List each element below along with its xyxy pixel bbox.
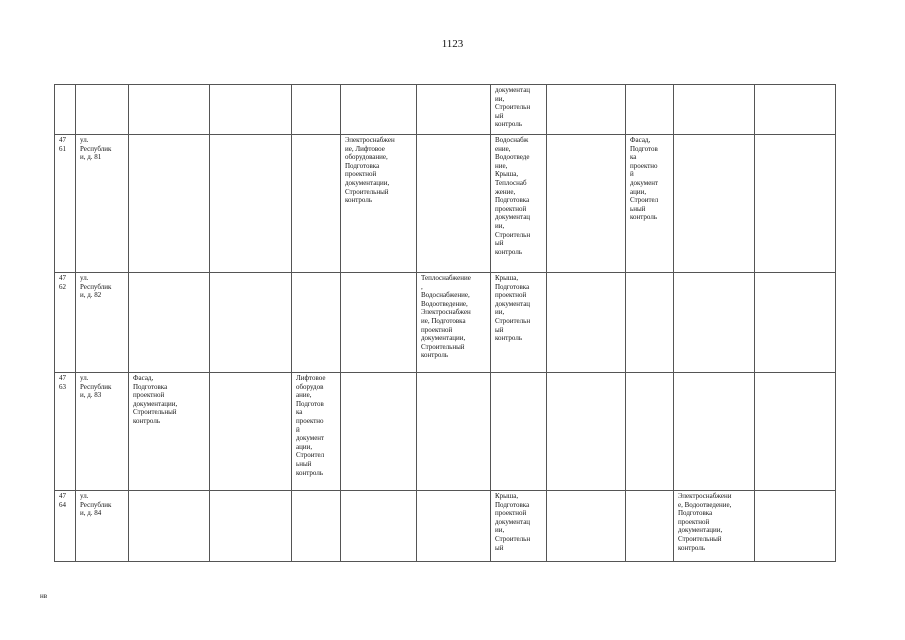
cell-text-line: Строительный [678,534,722,543]
cell-text-line: Строител [296,451,325,460]
table-cell [55,135,76,273]
cell-text-line: ул. [80,492,89,500]
table-cell [292,135,341,273]
table-cell [129,491,210,562]
cell-text-line: Республик [80,282,112,291]
cell-text-line: й [630,170,634,179]
table-cell [417,373,491,491]
table-cell [76,491,129,562]
table-cell [547,135,626,273]
table-cell [55,273,76,373]
cell-text-line: й [296,425,300,434]
table-cell [129,373,210,491]
footer-mark: нв [40,592,48,600]
cell-text-line: ние, [495,161,508,170]
table-cell [547,491,626,562]
table-cell [755,85,836,135]
cell-text-line: Электроснабжен [421,308,471,317]
table-cell [417,273,491,373]
table-cell [626,85,674,135]
cell-text-line: 64 [59,500,66,509]
table-cell [755,135,836,273]
cell-text-line: ии, [495,94,505,103]
table-cell [626,373,674,491]
table-cell [55,85,76,135]
table-cell [755,491,836,562]
cell-text-line: и, д. 81 [80,153,102,162]
cell-text-line: Подготов [296,399,324,408]
cell-text-line: ии, [495,221,505,230]
table-cell [210,373,292,491]
cell-text-line: Республик [80,144,112,153]
cell-text-line: ул. [80,274,89,282]
table-cell [341,135,417,273]
works-schedule-table [54,84,836,562]
cell-text-line: проектной [495,509,527,518]
table-cell [674,135,755,273]
cell-text-line: контроль [495,334,523,343]
cell-text-line: контроль [345,196,373,205]
table-cell [491,135,547,273]
cell-text-line: Строительн [495,230,531,239]
cell-text-line: проектной [495,204,527,213]
table-cell [76,373,129,491]
cell-text-line: 47 [59,374,66,382]
table-cell [129,273,210,373]
table-cell [626,491,674,562]
cell-text-line: ие, Подготовка [421,316,466,325]
page-number: 1123 [441,38,464,50]
cell-text-line: документац [495,86,531,94]
table-cell [210,135,292,273]
table-row [55,135,836,273]
table-cell [341,373,417,491]
cell-text-line: ации, [296,442,313,451]
cell-text-line: и, д. 83 [80,391,102,400]
cell-text-line: Подготовка [495,196,530,205]
cell-text-line: Строительный [133,408,177,417]
cell-text-line: проектно [296,416,324,425]
cell-text-line: Подготовка [495,500,530,509]
cell-text-line: контроль [495,247,523,256]
cell-text-line: Теплоснаб [495,178,527,187]
cell-text-line: контроль [630,213,658,222]
cell-text-line: Республик [80,382,112,391]
table-cell [417,85,491,135]
cell-text-line: и, д. 84 [80,509,102,518]
cell-text-line: Строител [630,196,659,205]
cell-text-line: контроль [296,468,324,477]
cell-text-line: 61 [59,144,66,153]
table-cell [674,491,755,562]
table-cell [491,85,547,135]
cell-text-line: контроль [421,351,449,360]
table-cell [547,273,626,373]
table-cell [491,373,547,491]
cell-text-line: документ [296,434,325,443]
table-row [55,273,836,373]
table-cell [547,373,626,491]
cell-text-line: Электроснабжени [678,492,732,500]
cell-text-line: ка [630,153,637,162]
cell-text-line: Строительный [345,187,389,196]
cell-text-line: 62 [59,282,66,291]
cell-text-line: оборудов [296,382,324,391]
table-cell [76,135,129,273]
cell-text-line: Подготовка [345,161,380,170]
cell-text-line: ый [495,325,504,334]
table-cell [129,135,210,273]
cell-text-line: ьный [630,204,646,213]
cell-text-line: проектной [133,391,165,400]
table-cell [341,273,417,373]
cell-text-line: документац [495,517,531,526]
cell-text-line: Подготовка [678,509,713,518]
cell-text-line: ьный [296,459,312,468]
table-cell [341,85,417,135]
cell-text-line: документации, [421,334,466,343]
cell-text-line: Крыша, [495,492,519,500]
cell-text-line: Строительн [495,103,531,112]
cell-text-line: Строительный [421,342,465,351]
cell-text-line: документации, [678,526,723,535]
cell-text-line: проектной [421,325,453,334]
cell-text-line: Теплоснабжение [421,274,471,282]
cell-text-line: Водоснабж [495,136,529,144]
table-cell [547,85,626,135]
table-cell [417,135,491,273]
table-cell [55,491,76,562]
cell-text-line: ый [495,239,504,248]
cell-text-line: 47 [59,136,66,144]
cell-text-line: ие, Лифтовое [345,144,385,153]
cell-text-line: ка [296,408,303,417]
cell-text-line: ый [495,543,504,552]
table-cell [626,273,674,373]
cell-text-line: контроль [133,416,161,425]
table-cell [755,373,836,491]
table-cell [491,491,547,562]
table-row [55,491,836,562]
cell-text-line: 63 [59,382,66,391]
table-cell [417,491,491,562]
cell-text-line: жение, [495,187,516,196]
cell-text-line: , [421,282,423,291]
cell-text-line: и, д. 82 [80,291,102,300]
table-cell [210,273,292,373]
cell-text-line: документации, [133,399,178,408]
table-cell [210,85,292,135]
cell-text-line: Строительн [495,316,531,325]
cell-text-line: документац [495,299,531,308]
cell-text-line: Водоснабжение, [421,291,470,300]
cell-text-line: проектной [345,170,377,179]
table-cell [292,273,341,373]
table-cell [76,273,129,373]
table-cell [674,85,755,135]
cell-text-line: 47 [59,274,66,282]
cell-text-line: ул. [80,136,89,144]
cell-text-line: Водоотведение, [421,299,468,308]
cell-text-line: Подготов [630,144,658,153]
table-cell [755,273,836,373]
cell-text-line: Крыша, [495,170,519,179]
cell-text-line: проектно [630,161,658,170]
cell-text-line: проектной [678,517,710,526]
table-cell [674,373,755,491]
table-cell [292,85,341,135]
table-cell [626,135,674,273]
cell-text-line: оборудование, [345,153,388,162]
cell-text-line: ание, [296,391,312,400]
table-cell [491,273,547,373]
table-row [55,373,836,491]
cell-text-line: Водоотведе [495,153,530,162]
table-row [55,85,836,135]
cell-text-line: Строительн [495,534,531,543]
cell-text-line: документ [630,178,659,187]
cell-text-line: Крыша, [495,274,519,282]
cell-text-line: Подготовка [133,382,168,391]
table-cell [292,491,341,562]
cell-text-line: ул. [80,374,89,382]
cell-text-line: Лифтовое [296,374,326,382]
table-cell [292,373,341,491]
cell-text-line: Республик [80,500,112,509]
cell-text-line: Электроснабжен [345,136,395,144]
cell-text-line: контроль [495,120,523,129]
cell-text-line: документац [495,213,531,222]
cell-text-line: ение, [495,144,511,153]
table-cell [55,373,76,491]
table-cell [76,85,129,135]
cell-text-line: 47 [59,492,66,500]
cell-text-line: е, Водоотведение, [678,500,732,509]
cell-text-line: контроль [678,543,706,552]
cell-text-line: ации, [630,187,647,196]
cell-text-line: ый [495,111,504,120]
cell-text-line: проектной [495,291,527,300]
table-cell [674,273,755,373]
cell-text-line: Фасад, [133,374,154,382]
cell-text-line: документации, [345,178,390,187]
cell-text-line: Подготовка [495,282,530,291]
table-cell [129,85,210,135]
table-cell [341,491,417,562]
cell-text-line: ии, [495,308,505,317]
cell-text-line: Фасад, [630,136,651,144]
cell-text-line: ии, [495,526,505,535]
table-cell [210,491,292,562]
